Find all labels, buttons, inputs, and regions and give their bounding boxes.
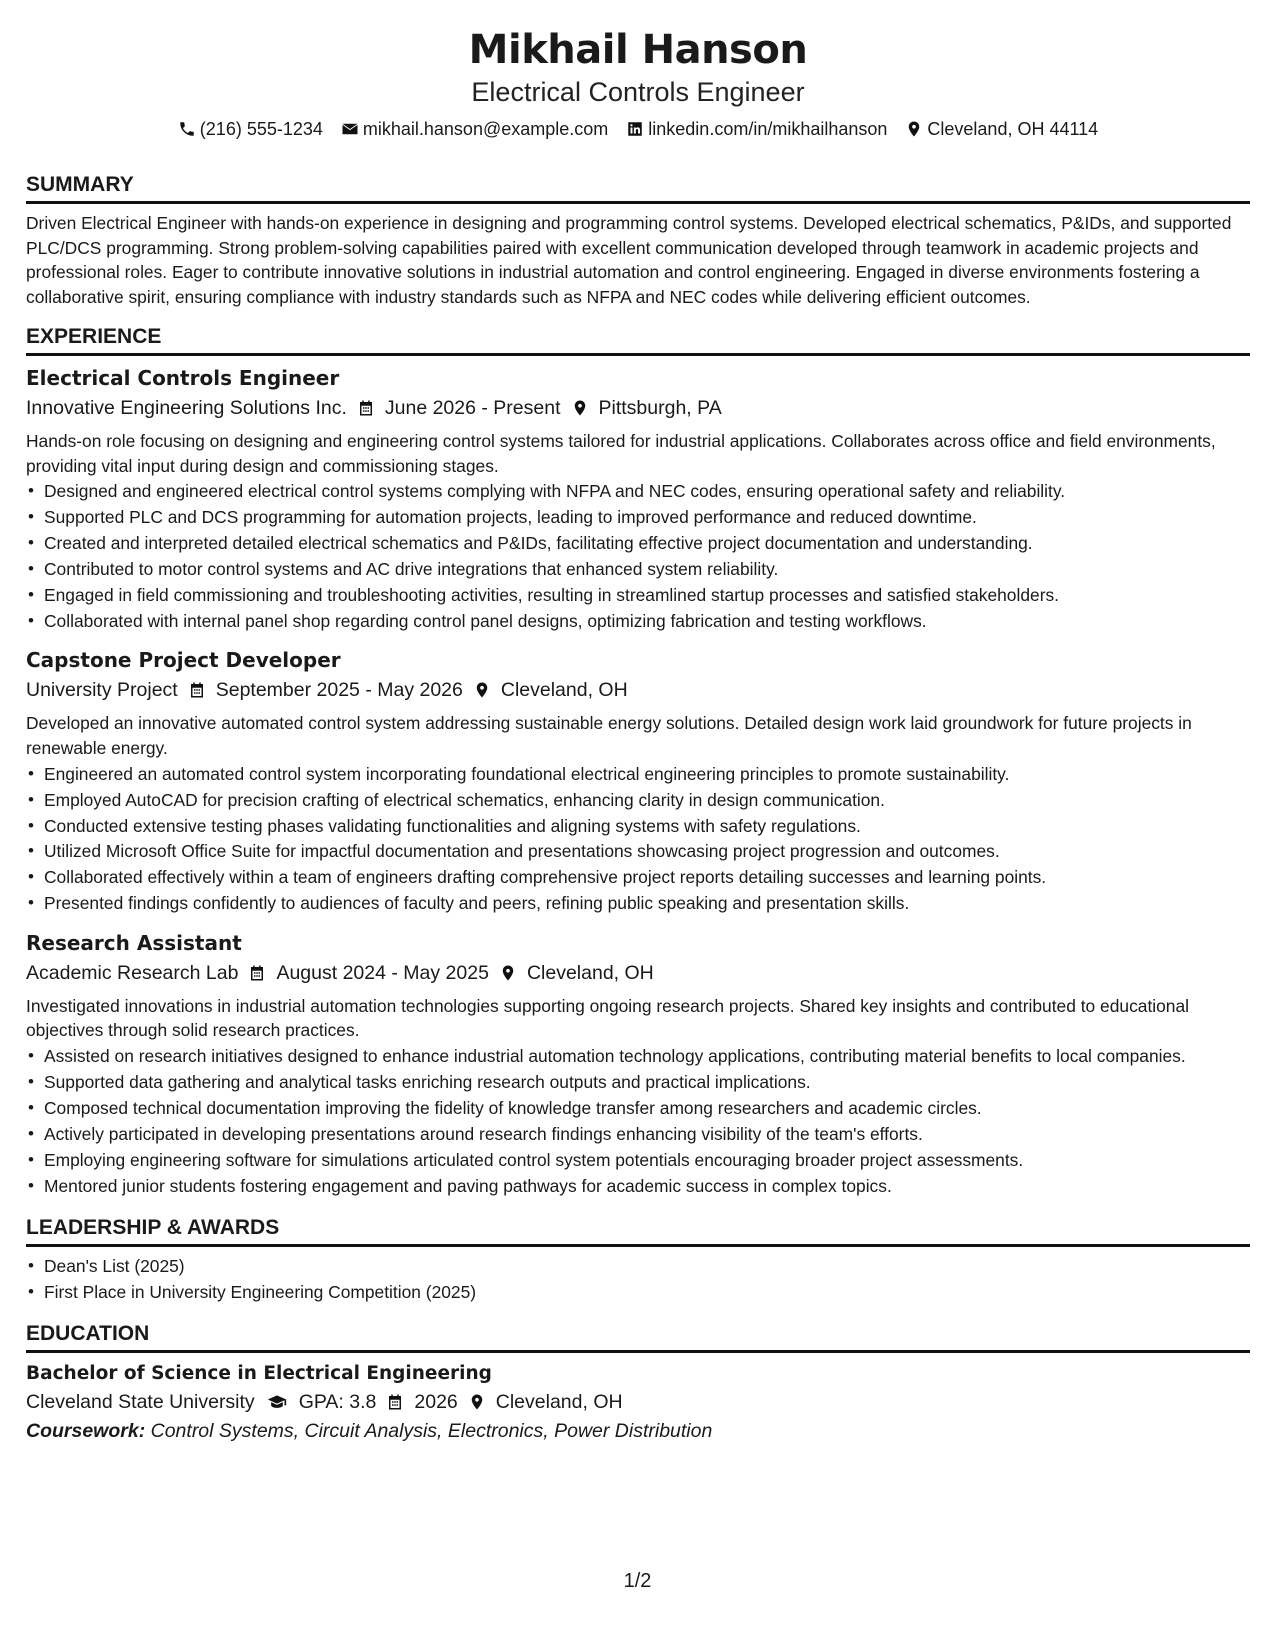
job-bullets — [26, 479, 1250, 633]
job-location: Cleveland, OH — [526, 961, 654, 984]
job-bullets — [26, 1044, 1250, 1198]
contact-email-text: mikhail.hanson@example.com — [362, 119, 609, 139]
experience-entry — [26, 363, 1250, 633]
candidate-title: Electrical Controls Engineer — [471, 77, 805, 107]
map-pin-icon — [499, 964, 517, 982]
list-item: • Designed and engineered electrical control systems complying with NFPA and NEC codes, ensuring operational safety and reliability. — [26, 479, 1250, 504]
map-pin-icon — [468, 1393, 486, 1411]
job-org: Academic Research Lab — [26, 961, 239, 984]
list-item: • Presented findings confidently to audiences of faculty and peers, refining public speaking and presentation skills. — [26, 891, 1250, 916]
calendar-icon — [386, 1393, 404, 1411]
job-description: Developed an innovative automated control system addressing sustainable energy solutions. Detailed design work laid groundwork for future projects in renewable energy. — [26, 713, 1192, 758]
list-item: • Contributed to motor control systems and AC drive integrations that enhanced system reliability. — [26, 557, 1250, 582]
list-item: • Employed AutoCAD for precision crafting of electrical schematics, enhancing clarity in design communication. — [26, 788, 1250, 813]
job-meta — [26, 675, 1250, 705]
envelope-icon — [341, 120, 359, 138]
map-pin-icon — [571, 399, 589, 417]
school-name: Cleveland State University — [26, 1391, 255, 1414]
list-item: • Created and interpreted detailed electrical schematics and P&IDs, facilitating effective project documentation and understanding. — [26, 531, 1250, 556]
contact-phone-text: (216) 555-1234 — [199, 119, 323, 139]
job-org: Innovative Engineering Solutions Inc. — [26, 397, 347, 419]
education-meta — [26, 1387, 1250, 1417]
list-item: • Conducted extensive testing phases validating functionalities and aligning systems with safety regulations. — [26, 814, 1250, 839]
job-bullets — [26, 762, 1250, 916]
map-pin-icon — [473, 681, 491, 699]
section-title: EXPERIENCE — [26, 323, 1250, 356]
job-dates: June 2026 - Present — [384, 397, 561, 419]
job-description: Investigated innovations in industrial automation technologies supporting ongoing research projects. Shared key insights and contributed to educational objectives through solid research practices. — [26, 995, 1190, 1041]
job-dates: September 2025 - May 2026 — [215, 679, 463, 702]
leadership-section — [26, 1214, 1250, 1304]
coursework — [26, 1417, 1250, 1445]
job-location: Cleveland, OH — [500, 679, 628, 702]
list-item: • Supported PLC and DCS programming for automation projects, leading to improved performance and reduced downtime. — [26, 505, 1250, 530]
linkedin-icon — [626, 120, 644, 138]
phone-icon — [178, 120, 196, 138]
list-item: • Assisted on research initiatives designed to enhance industrial automation technology applications, contributing material benefits to local companies. — [26, 1044, 1250, 1069]
experience-entry — [26, 928, 1250, 1198]
list-item: • Utilized Microsoft Office Suite for impactful documentation and presentations showcasing project progression and outcomes. — [26, 839, 1250, 864]
gpa: GPA: 3.8 — [298, 1391, 377, 1414]
education-section — [26, 1320, 1250, 1445]
contact-email[interactable] — [341, 117, 608, 141]
job-meta — [26, 393, 1250, 423]
degree-title: Bachelor of Science in Electrical Engineering — [26, 1363, 492, 1385]
section-title: SUMMARY — [26, 171, 1250, 204]
list-item: • Supported data gathering and analytical tasks enriching research outputs and practical implications. — [26, 1070, 1250, 1095]
coursework-label: Coursework: — [26, 1420, 146, 1443]
summary-section — [26, 171, 1250, 309]
list-item: • First Place in University Engineering Competition (2025) — [26, 1280, 1250, 1305]
list-item: • Actively participated in developing presentations around research findings enhancing visibility of the team's efforts. — [26, 1122, 1250, 1147]
section-title: LEADERSHIP & AWARDS — [26, 1214, 1250, 1247]
contact-location — [905, 117, 1098, 141]
job-org: University Project — [26, 679, 178, 702]
list-item: • Dean's List (2025) — [26, 1254, 1250, 1279]
job-title: Electrical Controls Engineer — [26, 366, 340, 390]
job-description: Hands-on role focusing on designing and engineering control systems tailored for industrial applications. Collaborates across office and field environments, providing vital input during design and commissioning stages. — [26, 431, 1216, 476]
list-item: • Mentored junior students fostering engagement and paving pathways for academic success in complex topics. — [26, 1174, 1250, 1199]
candidate-name: Mikhail Hanson — [468, 27, 808, 73]
job-location: Pittsburgh, PA — [598, 397, 722, 419]
map-pin-icon — [905, 120, 923, 138]
contact-bar — [26, 117, 1250, 141]
graduation-year: 2026 — [414, 1391, 458, 1414]
contact-linkedin[interactable] — [626, 117, 887, 141]
job-dates: August 2024 - May 2025 — [276, 961, 489, 984]
section-title: EDUCATION — [26, 1320, 1250, 1353]
contact-location-text: Cleveland, OH 44114 — [927, 119, 1099, 139]
resume-page — [26, 0, 1250, 1445]
list-item: • Employing engineering software for simulations articulated control system potentials encouraging broader project assessments. — [26, 1148, 1250, 1173]
page-number: 1/2 — [623, 1570, 652, 1592]
graduation-cap-icon — [265, 1392, 289, 1412]
calendar-icon — [188, 681, 206, 699]
list-item: • Engineered an automated control system incorporating foundational electrical engineering principles to promote sustainability. — [26, 762, 1250, 787]
job-meta — [26, 958, 1250, 988]
school-location: Cleveland, OH — [495, 1391, 623, 1414]
contact-phone[interactable] — [178, 117, 323, 141]
job-title: Research Assistant — [26, 930, 242, 955]
contact-linkedin-text: linkedin.com/in/mikhailhanson — [648, 119, 888, 139]
list-item: • Collaborated effectively within a team of engineers drafting comprehensive project reports detailing successes and learning points. — [26, 865, 1250, 890]
list-item: • Engaged in field commissioning and troubleshooting activities, resulting in streamlined startup processes and satisfied stakeholders. — [26, 583, 1250, 608]
summary-text: Driven Electrical Engineer with hands-on experience in designing and programming control systems. Developed electrical schematics, P&IDs, and supported PLC/DCS programming. Strong problem-solving capabilities paired with excellent communication developed through teamwork in academic projects and professional roles. Eager to contribute innovative solutions in industrial automation and control engineering. Engaged in diverse environments fostering a collaborative spirit, ensuring compliance with industry standards such as NFPA and NEC codes while delivering efficient outcomes. — [26, 213, 1232, 307]
calendar-icon — [357, 399, 375, 417]
awards-list — [26, 1254, 1250, 1304]
job-title: Capstone Project Developer — [26, 648, 341, 673]
list-item: • Composed technical documentation improving the fidelity of knowledge transfer among researchers and academic circles. — [26, 1096, 1250, 1121]
list-item: • Collaborated with internal panel shop regarding control panel designs, optimizing fabrication and testing workflows. — [26, 609, 1250, 634]
experience-entry — [26, 645, 1250, 915]
coursework-list: Control Systems, Circuit Analysis, Electronics, Power Distribution — [150, 1420, 713, 1443]
experience-section — [26, 323, 1250, 1198]
calendar-icon — [248, 964, 266, 982]
